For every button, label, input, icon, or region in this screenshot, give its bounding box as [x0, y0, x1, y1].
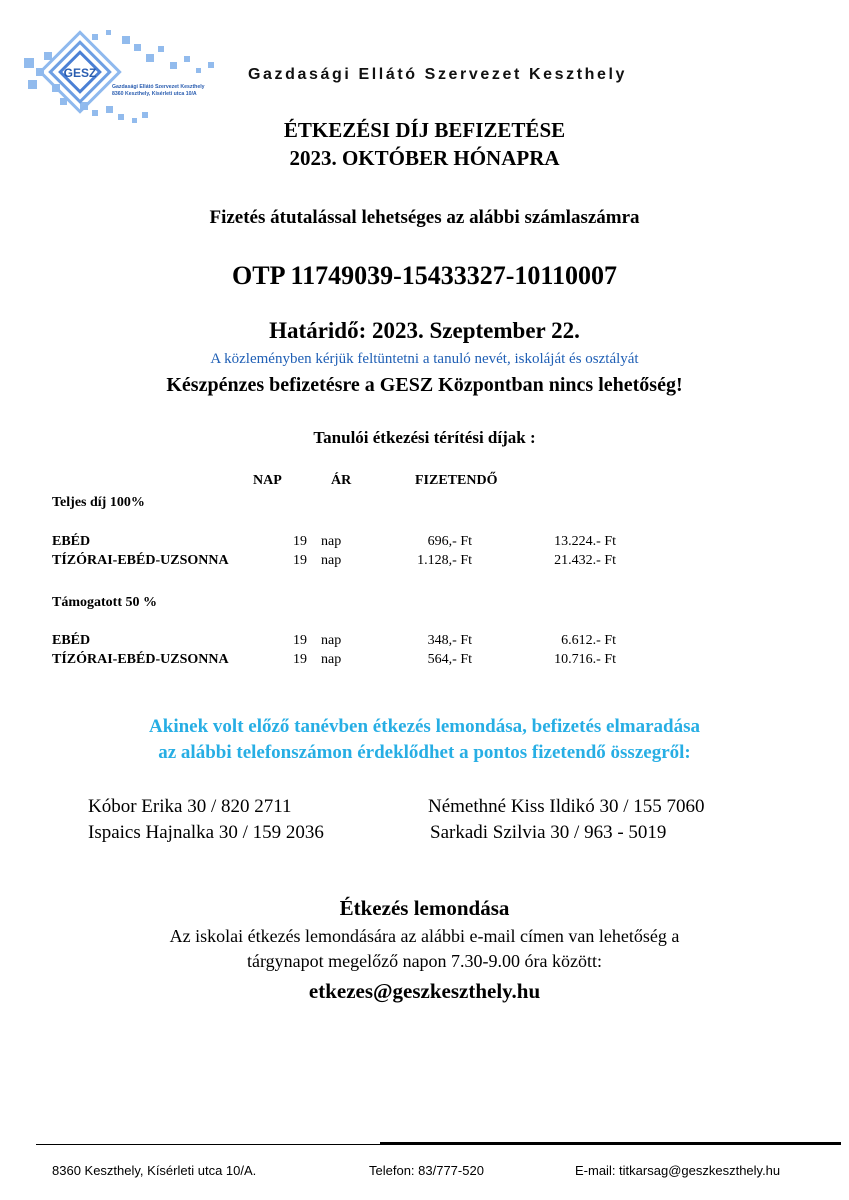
- meal-name: EBÉD: [52, 534, 91, 549]
- bank-account: OTP 11749039-15433327-10110007: [232, 261, 617, 290]
- unit: nap: [321, 652, 342, 667]
- info-line-1: Akinek volt előző tanévben étkezés lemondása, befizetés elmaradása: [149, 716, 700, 737]
- meal-name: TÍZÓRAI-EBÉD-UZSONNA: [52, 553, 229, 568]
- page-title-line-1: ÉTKEZÉSI DÍJ BEFIZETÉSE: [283, 118, 566, 142]
- contact-3: Ispaics Hajnalka 30 / 159 2036: [88, 822, 324, 843]
- contact-2: Némethné Kiss Ildikó 30 / 155 7060: [428, 796, 705, 817]
- group-label-full: Teljes díj 100%: [52, 495, 145, 510]
- days: 19: [293, 652, 307, 667]
- cancellation-title: Étkezés lemondása: [339, 896, 510, 920]
- total-amount: 6.612.- Ft: [561, 633, 616, 648]
- footer-email[interactable]: E-mail: titkarsag@geszkeszthely.hu: [575, 1163, 781, 1178]
- unit: nap: [321, 553, 342, 568]
- unit-price: 1.128,- Ft: [417, 553, 472, 568]
- cancellation-line-1: Az iskolai étkezés lemondására az alábbi e-mail címen van lehetőség a: [169, 926, 680, 946]
- cancellation-email[interactable]: etkezes@geszkeszthely.hu: [308, 979, 541, 1003]
- unit-price: 564,- Ft: [427, 652, 472, 667]
- footer-address: 8360 Keszthely, Kísérleti utca 10/A.: [52, 1163, 257, 1178]
- footer-divider-accent: [380, 1142, 841, 1144]
- info-line-2: az alábbi telefonszámon érdeklődhet a pontos fizetendő összegről:: [158, 742, 691, 763]
- unit: nap: [321, 534, 342, 549]
- meal-name: TÍZÓRAI-EBÉD-UZSONNA: [52, 652, 229, 667]
- gesz-logo: [22, 28, 232, 128]
- logo-caption-2: 8360 Keszthely, Kísérleti utca 10/A: [112, 91, 197, 97]
- contact-4: Sarkadi Szilvia 30 / 963 - 5019: [430, 822, 667, 843]
- reference-note: A közleményben kérjük feltüntetni a tanuló nevét, iskoláját és osztályát: [210, 351, 639, 367]
- contact-1: Kóbor Erika 30 / 820 2711: [88, 796, 292, 817]
- days: 19: [293, 534, 307, 549]
- unit: nap: [321, 633, 342, 648]
- cash-notice: Készpénzes befizetésre a GESZ Központban nincs lehetőség!: [166, 374, 683, 396]
- total-amount: 13.224.- Ft: [554, 534, 616, 549]
- footer-phone: Telefon: 83/777-520: [369, 1163, 484, 1178]
- logo-caption-1: Gazdasági Ellátó Szervezet Keszthely: [112, 84, 205, 90]
- unit-price: 348,- Ft: [427, 633, 472, 648]
- gesz-logo-graphic: [22, 28, 232, 128]
- meal-name: EBÉD: [52, 633, 91, 648]
- header-ar: ÁR: [331, 473, 352, 488]
- transfer-text: Fizetés átutalással lehetséges az alábbi számlaszámra: [209, 207, 640, 228]
- cancellation-line-2: tárgynapot megelőző napon 7.30-9.00 óra között:: [246, 951, 603, 971]
- total-amount: 10.716.- Ft: [554, 652, 616, 667]
- organization-name: Gazdasági Ellátó Szervezet Keszthely: [248, 66, 628, 83]
- days: 19: [293, 633, 307, 648]
- header-fizetendo: FIZETENDŐ: [415, 473, 498, 488]
- logo-text: GESZ: [63, 66, 97, 80]
- days: 19: [293, 553, 307, 568]
- unit-price: 696,- Ft: [427, 534, 472, 549]
- footer-divider: [36, 1144, 841, 1145]
- fees-title: Tanulói étkezési térítési díjak :: [313, 428, 536, 447]
- total-amount: 21.432.- Ft: [554, 553, 616, 568]
- header-nap: NAP: [253, 473, 282, 488]
- deadline: Határidő: 2023. Szeptember 22.: [269, 318, 580, 343]
- page-title-line-2: 2023. OKTÓBER HÓNAPRA: [289, 146, 560, 170]
- group-label-supported: Támogatott 50 %: [52, 595, 157, 610]
